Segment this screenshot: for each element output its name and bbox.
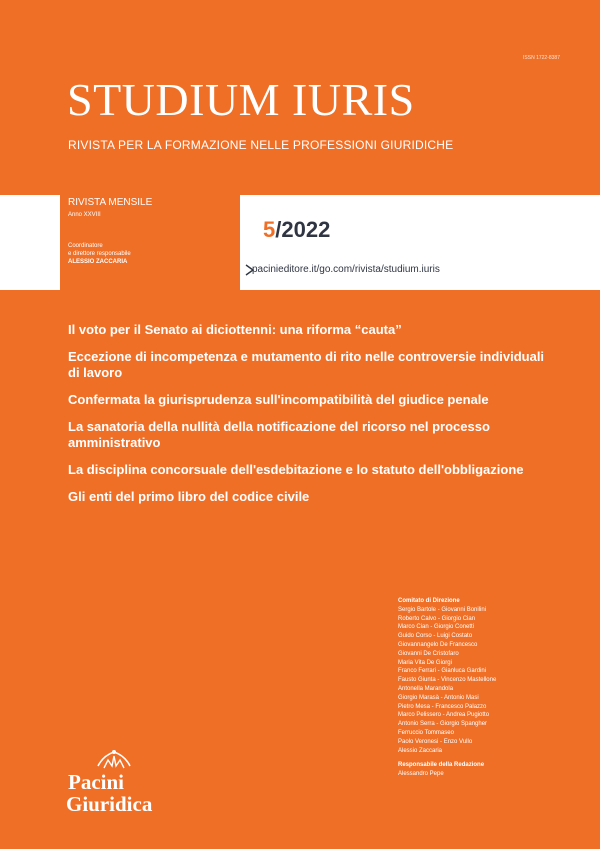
committee-member: Giovannangelo De Francesco (398, 641, 478, 648)
issue-number (263, 217, 330, 243)
issue-num: 5 (263, 217, 276, 242)
committee-heading: Comitato di Direzione (398, 598, 460, 604)
article-title: Il voto per il Senato ai diciottenni: una riforma “cauta” (68, 322, 402, 337)
committee-member: Pietro Mesa - Francesco Palazzo (398, 703, 487, 710)
publisher-emblem-icon (94, 748, 134, 770)
committee-member: Giorgio Marasà - Antonio Masi (398, 694, 479, 701)
coordinator-name: ALESSIO ZACCARIA (68, 259, 128, 265)
committee-member: Maria Vita De Giorgi (398, 659, 452, 666)
committee-member: Antonella Marandola (398, 685, 454, 692)
coordinator-label-1: Coordinatore (68, 243, 103, 249)
article-title: Confermata la giurisprudenza sull'incompatibilità del giudice penale (68, 392, 489, 407)
committee-member: Ferruccio Tommaseo (398, 729, 454, 736)
committee-member: Fausto Giunta - Vincenzo Mastellone (398, 677, 497, 684)
journal-url[interactable]: pacinieditore.it/go.com/rivista/studium.iuris (252, 264, 440, 275)
committee-member: Sergio Bartole - Giovanni Bonilini (398, 606, 487, 613)
committee-member: Roberto Calvo - Giorgio Cian (398, 615, 476, 622)
coordinator-label-2: e direttore responsabile (68, 251, 131, 257)
article-title: La sanatoria della nullità della notificazione del ricorso nel processo amministrativo (68, 419, 490, 450)
article-title: Gli enti del primo libro del codice civile (68, 489, 310, 504)
committee-member: Marco Pelissero - Andrea Pugiotto (398, 712, 490, 719)
article-title: La disciplina concorsuale dell'esdebitazione e lo statuto dell'obbligazione (68, 462, 524, 477)
committee-member: Marco Cian - Giorgio Conetti (398, 624, 475, 631)
journal-subtitle: RIVISTA PER LA FORMAZIONE NELLE PROFESSIONI GIURIDICHE (68, 138, 454, 152)
issn-label: ISSN 1722-8387 (523, 55, 560, 61)
committee-member: Paolo Veronesi - Enzo Vullo (398, 738, 473, 745)
journal-info-box (60, 195, 240, 290)
committee-member: Franco Ferrari - Gianluca Gardini (398, 668, 487, 675)
publisher-name-line2: Giuridica (66, 792, 153, 816)
publisher-name-line1: Pacini (68, 770, 124, 794)
article-title: Eccezione di incompetenza e mutamento di rito nelle controversie individuali di lavoro (68, 349, 545, 380)
journal-title: STUDIUM IURIS (67, 74, 415, 125)
editor-heading: Responsabile della Redazione (398, 762, 485, 769)
committee-member: Giovanni De Cristofaro (398, 650, 459, 657)
publisher-logo (66, 748, 176, 833)
committee-member: Guido Corso - Luigi Costato (398, 633, 473, 640)
issue-year: /2022 (275, 217, 331, 242)
article-list (68, 322, 548, 516)
year-label: Anno XXVIII (68, 212, 101, 218)
editorial-committee (398, 597, 588, 779)
frequency-label: RIVISTA MENSILE (68, 197, 153, 208)
committee-member: Alessio Zaccaria (398, 747, 443, 754)
editor-name: Alessandro Pepe (398, 771, 444, 778)
committee-member: Antonio Serra - Giorgio Spangher (398, 721, 488, 728)
